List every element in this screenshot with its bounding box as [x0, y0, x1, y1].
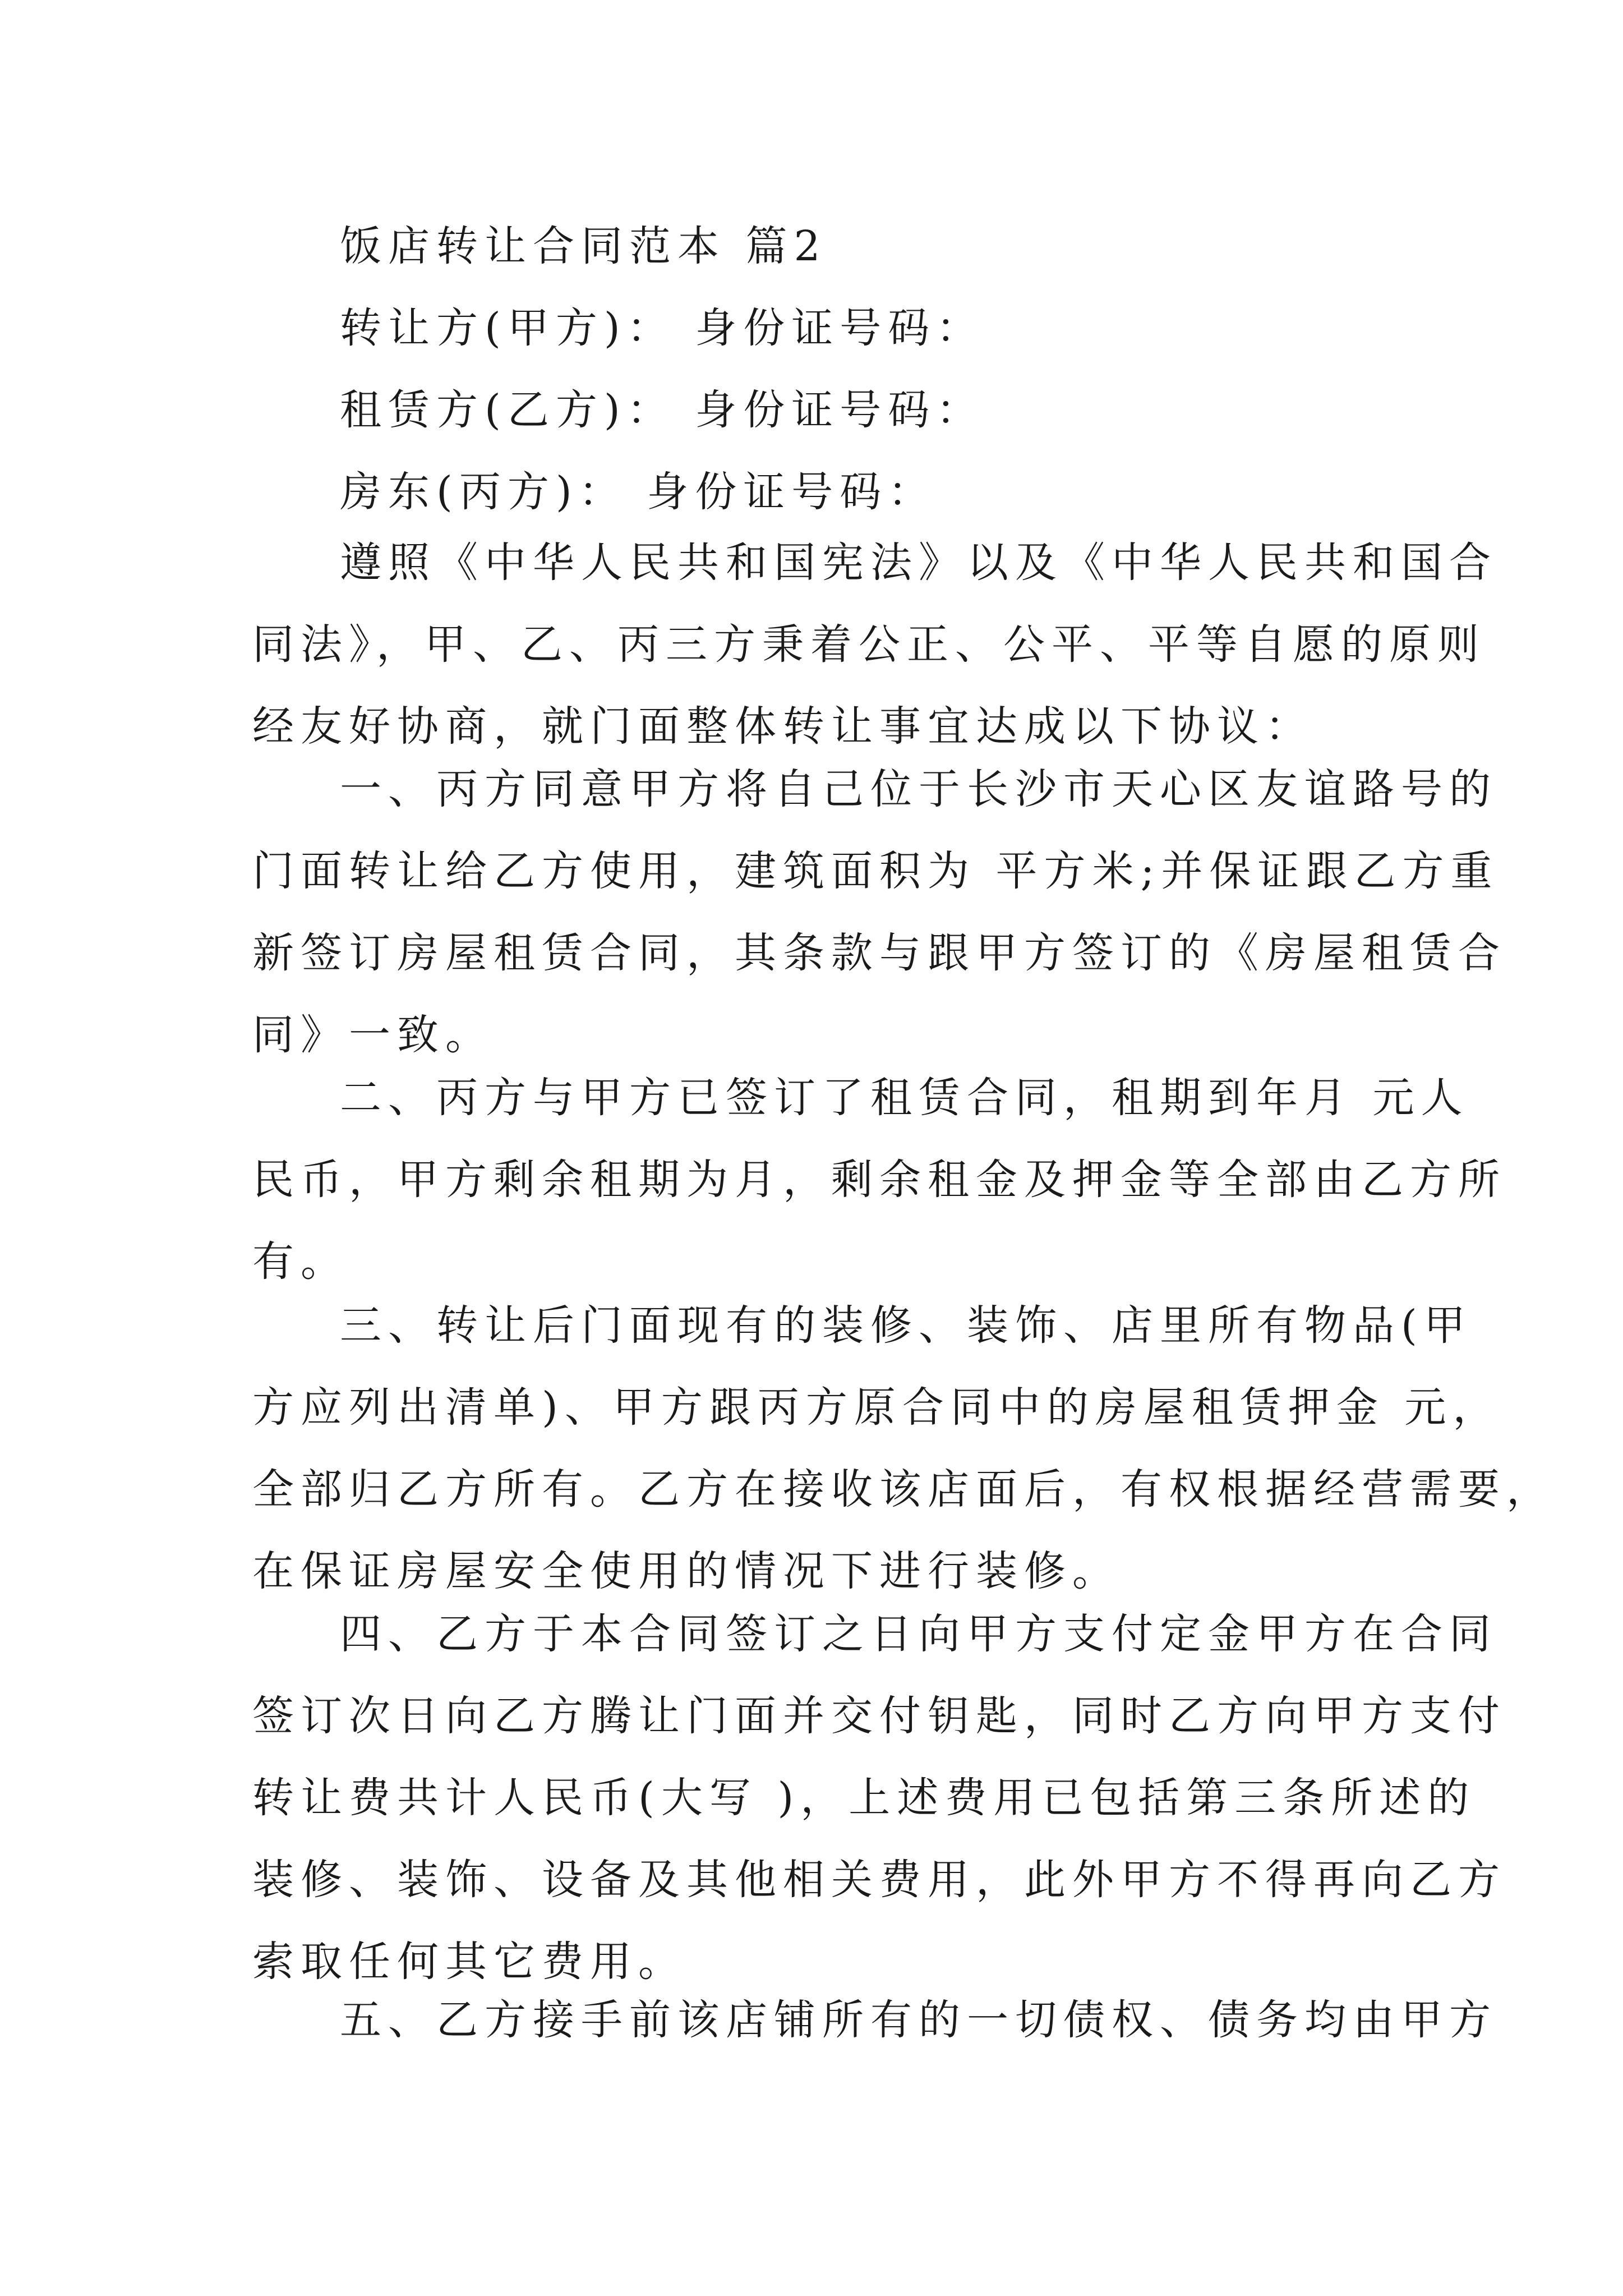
document-title: 饭店转让合同范本 篇2: [340, 222, 827, 270]
clause-line: 签订次日向乙方腾让门面并交付钥匙，同时乙方向甲方支付: [252, 1692, 1506, 1740]
clause-line: 四、乙方于本合同签订之日向甲方支付定金甲方在合同: [340, 1610, 1497, 1658]
clause-line: 装修、装饰、设备及其他相关费用，此外甲方不得再向乙方: [252, 1856, 1506, 1904]
party-landlord: 房东(丙方)： 身份证号码：: [340, 468, 937, 516]
clause-line: 同》一致。: [252, 1011, 494, 1059]
preamble-line: 同法》，甲、乙、丙三方秉着公正、公平、平等自愿的原则: [252, 620, 1486, 669]
preamble-paragraph: [252, 522, 1497, 767]
clause-line: 二、丙方与甲方已签订了租赁合同，租期到年月 元人: [340, 1074, 1469, 1122]
clause-line: 民币，甲方剩余租期为月，剩余租金及押金等全部由乙方所: [252, 1156, 1506, 1204]
clause-2-paragraph: [252, 1057, 1506, 1303]
clause-line: 新签订房屋租赁合同，其条款与跟甲方签订的《房屋租赁合: [252, 929, 1506, 977]
clause-4-paragraph: [252, 1593, 1506, 2003]
header-block: [252, 205, 1380, 533]
clause-3-paragraph: [252, 1285, 1555, 1612]
clause-line: 门面转让给乙方使用，建筑面积为 平方米;并保证跟乙方重: [252, 847, 1499, 895]
clause-line: 索取任何其它费用。: [252, 1938, 686, 1986]
clause-line: 五、乙方接手前该店铺所有的一切债权、债务均由甲方: [340, 1996, 1497, 2044]
clause-1-paragraph: [252, 748, 1506, 1076]
clause-5-paragraph: [252, 1979, 1497, 2061]
party-lessee: 租赁方(乙方)： 身份证号码：: [340, 386, 985, 434]
clause-line: 有。: [252, 1237, 349, 1286]
clause-line: 方应列出清单)、甲方跟丙方原合同中的房屋租赁押金 元，: [252, 1383, 1501, 1432]
preamble-line: 经友好协商，就门面整体转让事宜达成以下协议：: [252, 702, 1313, 751]
preamble-line: 遵照《中华人民共和国宪法》以及《中华人民共和国合: [340, 539, 1497, 587]
clause-line: 转让费共计人民币(大写 )，上述费用已包括第三条所述的: [252, 1774, 1476, 1822]
clause-line: 一、丙方同意甲方将自己位于长沙市天心区友谊路号的: [340, 765, 1497, 813]
clause-line: 三、转让后门面现有的装修、装饰、店里所有物品(甲: [340, 1301, 1472, 1350]
clause-line: 全部归乙方所有。乙方在接收该店面后，有权根据经营需要，: [252, 1465, 1555, 1513]
party-transferor: 转让方(甲方)： 身份证号码：: [340, 304, 985, 352]
clause-line: 在保证房屋安全使用的情况下进行装修。: [252, 1547, 1121, 1595]
